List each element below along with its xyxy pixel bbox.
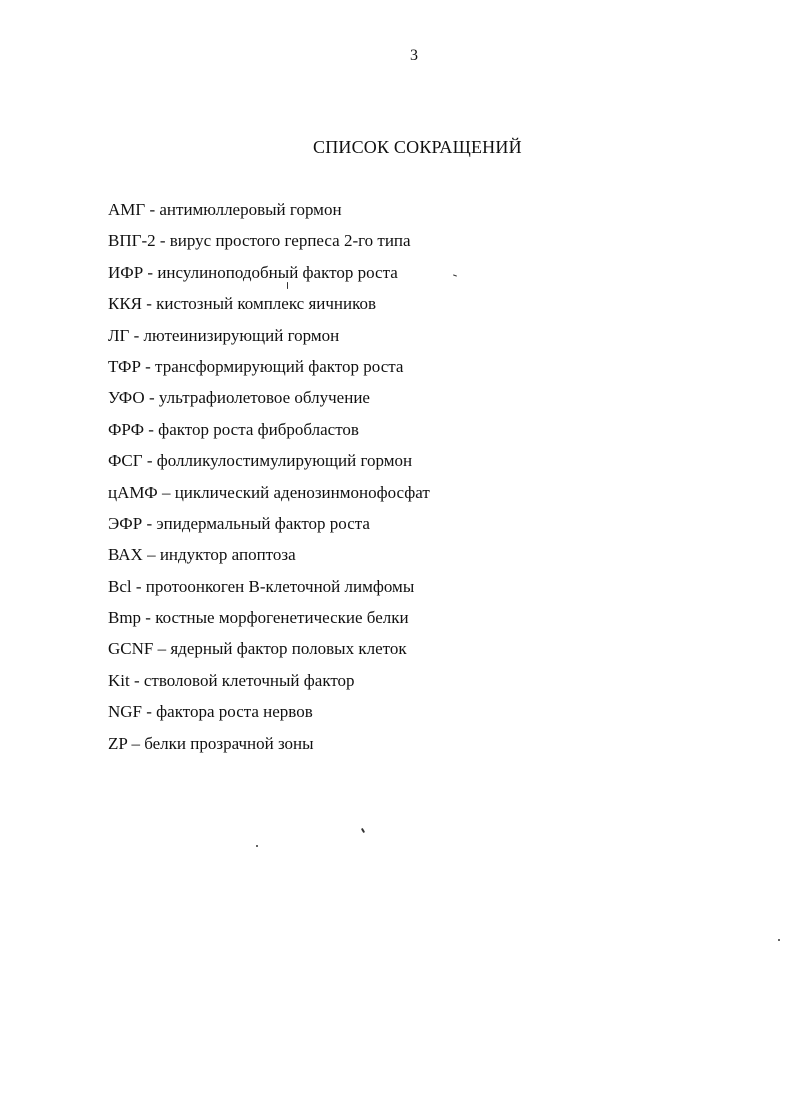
list-item: ФСГ - фолликулостимулирующий гормон [108, 451, 413, 471]
list-item: ВПГ-2 - вирус простого герпеса 2-го типа [108, 231, 411, 251]
list-item: ИФР - инсулиноподобный фактор роста [108, 262, 398, 282]
list-item: ВАХ – индуктор апоптоза [108, 545, 296, 565]
scan-speck [256, 845, 258, 847]
list-item: NGF - фактора роста нервов [108, 702, 313, 722]
list-item: АМГ - антимюллеровый гормон [108, 200, 342, 219]
list-item: Kit - стволовой клеточный фактор [108, 670, 355, 690]
scan-speck [287, 282, 288, 289]
list-item: ФРФ - фактор роста фибробластов [108, 419, 359, 439]
scan-speck [778, 939, 780, 941]
list-item: Bmp - костные морфогенетические белки [108, 608, 409, 628]
scan-speck [361, 828, 365, 833]
list-item: ЛГ - лютеинизирующий гормон [108, 325, 340, 345]
list-item: УФО - ультрафиолетовое облучение [108, 388, 370, 408]
abbreviation-list [108, 198, 748, 763]
page-title: СПИСОК СОКРАЩЕНИЙ [313, 137, 522, 157]
list-item: Bcl - протоонкоген В-клеточной лимфомы [108, 576, 415, 596]
list-item: ТФР - трансформирующий фактор роста [108, 356, 404, 376]
list-item: GCNF – ядерный фактор половых клеток [108, 639, 407, 659]
list-item: ZP – белки прозрачной зоны [108, 733, 314, 753]
list-item: ККЯ - кистозный комплекс яичников [108, 294, 377, 314]
list-item: цАМФ – циклический аденозинмонофосфат [108, 482, 430, 502]
list-item: ЭФР - эпидермальный фактор роста [108, 513, 370, 533]
page-number: 3 [410, 47, 418, 64]
